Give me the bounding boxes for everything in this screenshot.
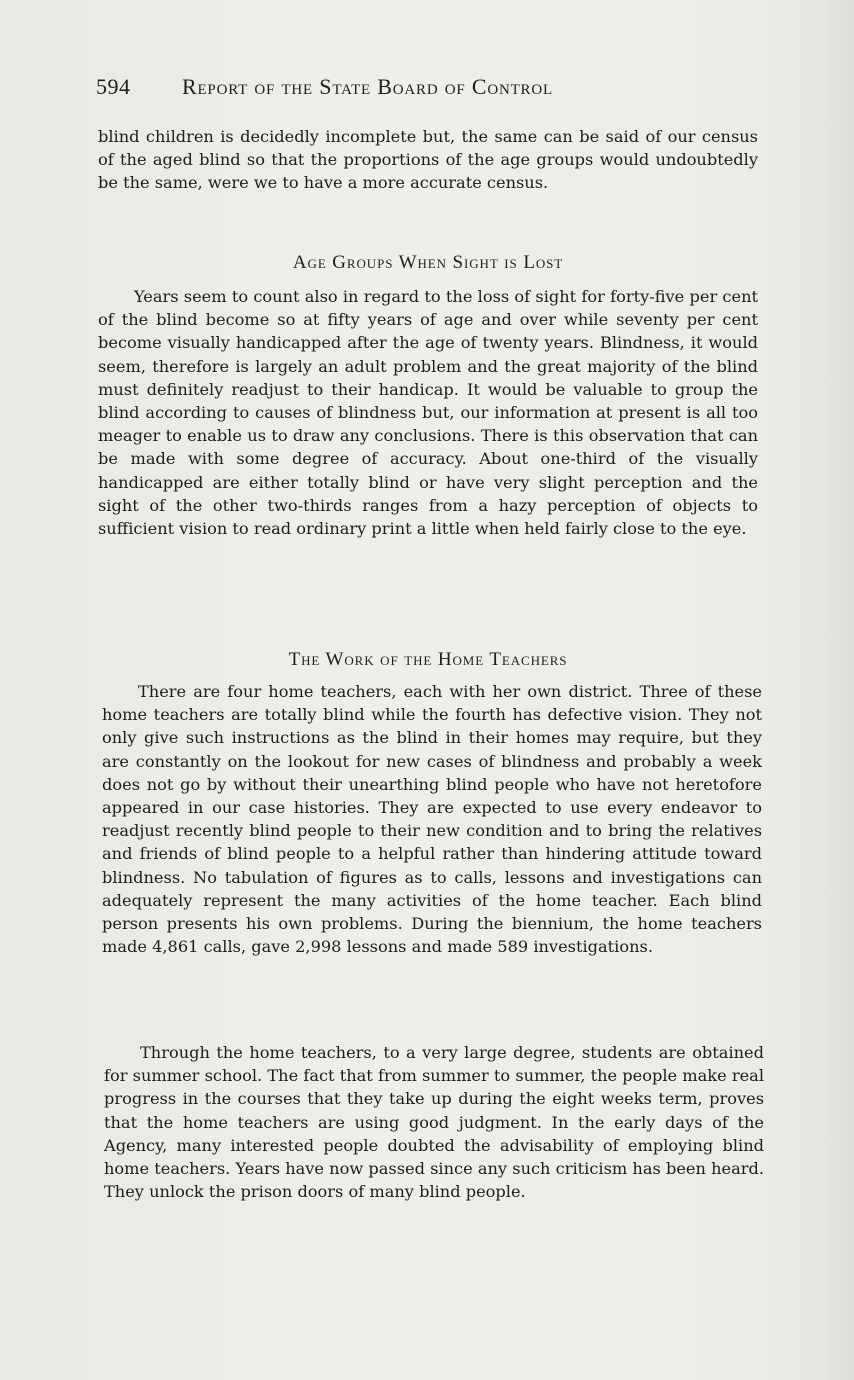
running-head [96, 74, 776, 104]
home-teachers-paragraph-2: Through the home teachers, to a very large degree, students are obtained for summer school. The fact that from summer to summer, the people make real progress in the courses that they take up during the eight weeks term, proves that the home teachers are using good judgment. In the early days of the Agency, many interested people doubted the advisability of employing blind home teachers. Years have now passed since any such criticism has been heard. They unlock the prison doors of many blind people. [104, 1043, 764, 1202]
running-title: Report of the State Board of Control [182, 74, 553, 99]
home-teachers-paragraph-1: There are four home teachers, each with her own district. Three of these home teachers are totally blind while the fourth has defective vision. They not only give such instructions as the blind in their homes may require, but they are constantly on the lookout for new cases of blindness and probably a week does not go by without their unearthing blind people who have not heretofore appeared in our case histories. They are expected to use every endeavor to readjust recently blind people to their new condition and to bring the relatives and friends of blind people to a helpful rather than hindering attitude toward blindness. No tabulation of figures as to calls, lessons and investigations can adequately represent the many activities of the home teacher. Each blind person presents his own problems. During the biennium, the home teachers made 4,861 calls, gave 2,998 lessons and made 589 investigations. [102, 682, 762, 957]
home-teachers-section-part-2 [104, 1041, 764, 1203]
section-heading-home-teachers: The Work of the Home Teachers [288, 649, 568, 670]
page-edge-shadow [826, 0, 854, 1380]
age-groups-paragraph: Years seem to count also in regard to the loss of sight for forty-five per cent of the blind become so at fifty years of age and over while seventy per cent become visually handicapped after the age of twenty years. Blindness, it would seem, therefore is largely an adult problem and the great majority of the blind must definitely readjust to their handicap. It would be valuable to group the blind according to causes of blindness but, our information at present is all too meager to enable us to draw any conclusions. There is this observation that can be made with some degree of accuracy. About one-third of the visually handicapped are either totally blind or have very slight perception and the sight of the other two-thirds ranges from a hazy perception of objects to sufficient vision to read ordinary print a little when held fairly close to the eye. [98, 287, 758, 539]
age-groups-section [98, 285, 758, 540]
intro-paragraph: blind children is decidedly incomplete but, the same can be said of our census of the aged blind so that the proportions of the age groups would undoubtedly be the same, were we to have a more accurate census. [98, 127, 758, 193]
page-number: 594 [96, 74, 131, 99]
home-teachers-section-part-1 [102, 680, 762, 958]
section-heading-age-groups: Age Groups When Sight is Lost [292, 252, 564, 273]
intro-continuation [98, 125, 758, 195]
